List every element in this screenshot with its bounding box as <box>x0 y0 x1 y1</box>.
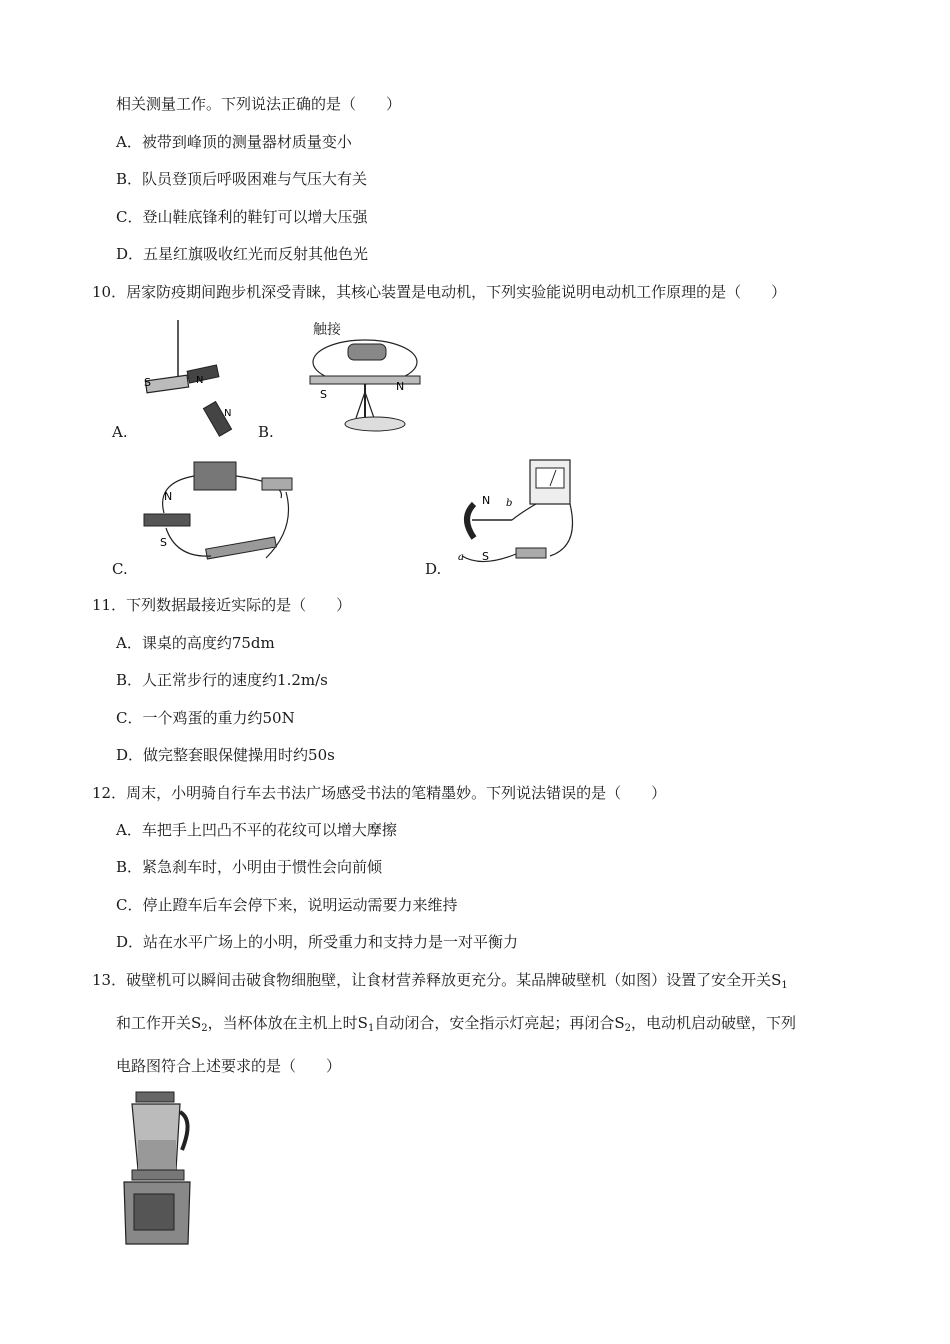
svg-text:N: N <box>224 408 232 419</box>
q9-stem-end: 相关测量工作。下列说法正确的是（ ） <box>116 95 402 113</box>
svg-text:S: S <box>144 376 151 389</box>
blender-figure <box>118 1090 198 1250</box>
q11-option-d: D．做完整套眼保健操用时约50s <box>116 746 335 764</box>
figure-a <box>140 318 250 438</box>
q12-option-d: D．站在水平广场上的小明，所受重力和支持力是一对平衡力 <box>116 933 519 951</box>
q10-label-d: D. <box>425 560 442 578</box>
q11-option-c: C．一个鸡蛋的重力约50N <box>116 709 295 727</box>
figure-b-label: 触接 <box>313 322 341 338</box>
figure-c <box>136 458 306 573</box>
svg-text:S: S <box>160 536 167 549</box>
q12-stem: 12．周末，小明骑自行车去书法广场感受书法的笔精墨妙。下列说法错误的是（ ） <box>92 784 667 802</box>
q11-stem: 11．下列数据最接近实际的是（ ） <box>92 596 352 614</box>
svg-text:b: b <box>506 498 513 509</box>
q13-line-1: 13．破壁机可以瞬间击破食物细胞壁，让食材营养释放更充分。某品牌破壁机（如图）设置了安全开关$S_1$ <box>92 971 788 991</box>
q13-line-2: 和工作开关$S_2$，当杯体放在主机上时$S_1$自动闭合，安全指示灯亮起；再闭合$S_2$，电动机启动破壁，下列 <box>116 1014 796 1034</box>
q12-option-c: C．停止蹬车后车会停下来，说明运动需要力来维持 <box>116 896 458 914</box>
svg-text:S: S <box>482 550 489 563</box>
svg-text:a: a <box>458 552 464 563</box>
svg-text:N: N <box>196 375 204 386</box>
q10-label-a: A. <box>112 423 128 441</box>
q13-line-3: 电路图符合上述要求的是（ ） <box>116 1057 342 1075</box>
q12-option-b: B．紧急刹车时，小明由于惯性会向前倾 <box>116 858 383 876</box>
q9-option-b: B．队员登顶后呼吸困难与气压大有关 <box>116 170 368 188</box>
svg-text:N: N <box>164 490 173 503</box>
figure-d <box>452 456 582 571</box>
q11-option-b: B．人正常步行的速度约1.2m/s <box>116 671 328 689</box>
svg-text:N: N <box>482 494 491 507</box>
q9-option-a: A．被带到峰顶的测量器材质量变小 <box>116 133 352 151</box>
svg-text:S: S <box>320 388 327 401</box>
q9-option-d: D．五星红旗吸收红光而反射其他色光 <box>116 245 369 263</box>
q9-option-c: C．登山鞋底锋利的鞋钉可以增大压强 <box>116 208 368 226</box>
q12-option-a: A．车把手上凹凸不平的花纹可以增大摩擦 <box>116 821 397 839</box>
q10-label-b: B. <box>258 423 274 441</box>
svg-text:N: N <box>396 380 405 393</box>
q10-stem: 10．居家防疫期间跑步机深受青睐，其核心装置是电动机，下列实验能说明电动机工作原理的是（ ） <box>92 283 787 301</box>
q11-option-a: A．课桌的高度约75dm <box>116 634 275 652</box>
q10-label-c: C. <box>112 560 128 578</box>
